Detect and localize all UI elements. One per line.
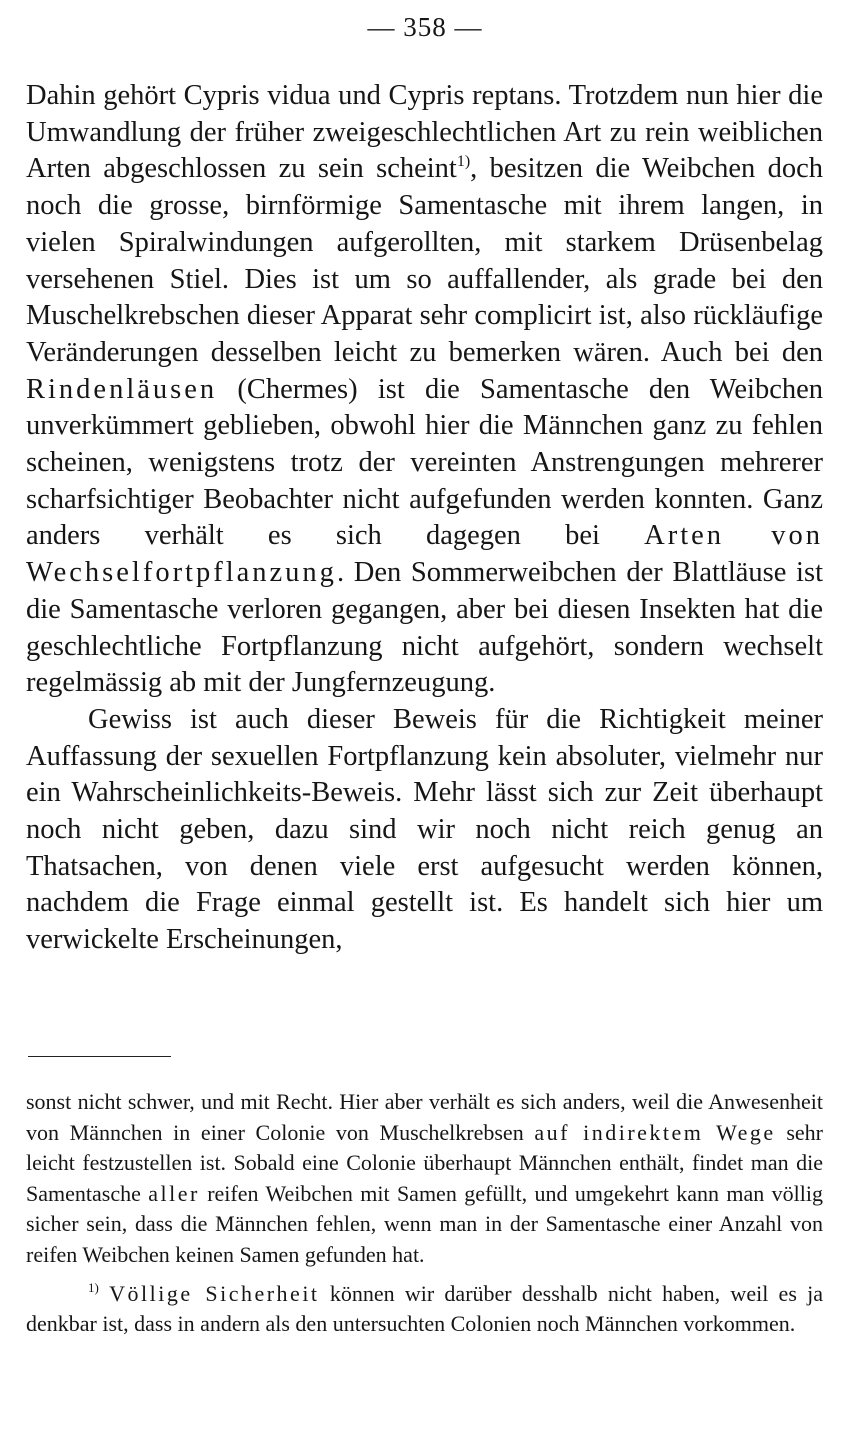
paragraph-1-text-b: , besitzen die Weibchen doch noch die grosse, birnförmige Samentasche mit ihrem langen, in vielen Spiralwindungen aufgerollten, mit starkem Drüsenbelag versehenen Stiel. Dies ist um so auffallender, als grade bei den Muschelkrebschen dieser Apparat sehr complicirt ist, also rückläufige Veränderungen desselben leicht zu bemerken wären. Auch bei den: [26, 153, 823, 368]
footnote-1: [26, 1279, 823, 1340]
footnotes: [26, 1087, 823, 1340]
spaced-term-wechselfortpflanzung: Arten von Wechselfortpflanzung: [26, 520, 823, 589]
paragraph-1-text-d: . Den Sommerweibchen der Blattläuse ist die Samentasche verloren gegangen, aber bei diesen Insekten hat die geschlechtliche Fortpflanzung nicht aufgehört, sondern wechselt regelmässig ab mit der Jungfernzeugung.: [26, 557, 823, 699]
paragraph-1-text-c: (Chermes) ist die Samentasche den Weibchen unverkümmert geblieben, obwohl hier die Männchen ganz zu fehlen scheinen, wenigstens trotz der vereinten Anstrengungen mehrerer scharfsichtiger Beobachter nicht aufgefunden werden konnten. Ganz anders verhält es sich dagegen bei: [26, 373, 824, 552]
footnote-continuation: [26, 1087, 823, 1271]
paragraph-1: [26, 78, 823, 702]
paragraph-2: Gewiss ist auch dieser Beweis für die Richtigkeit meiner Auffassung der sexuellen Fortpflanzung kein absoluter, vielmehr nur ein Wahrscheinlichkeits-Beweis. Mehr lässt sich zur Zeit überhaupt noch nicht geben, dazu sind wir noch nicht reich genug an Thatsachen, von denen viele erst aufgesucht werden können, nachdem die Frage einmal gestellt ist. Es handelt sich hier um verwickelte Erscheinungen,: [26, 703, 823, 956]
main-text: [26, 78, 823, 959]
footnote-continuation-text-c: reifen Weibchen mit Samen gefüllt, und umgekehrt kann man völlig sicher sein, dass die Männchen fehlen, wenn man in der Samentasche einer Anzahl von reifen Weibchen keinen Samen gefunden hat.: [26, 1180, 824, 1267]
spaced-term-rindenlaeusen: Rindenläusen: [26, 373, 218, 405]
paragraph-1-text-a: Dahin gehört Cypris vidua und Cypris reptans. Trotzdem nun hier die Umwandlung der früher zweigeschlechtlichen Art zu rein weiblichen Arten abgeschlossen zu sein scheint: [26, 80, 823, 185]
footnote-1-text: können wir darüber desshalb nicht haben, weil es ja denkbar ist, dass in andern als den untersuchten Colonien noch Männchen vorkommen.: [26, 1280, 824, 1337]
spaced-term-voellige-sicherheit: Völlige Sicherheit: [109, 1280, 320, 1306]
spaced-term-aller: aller: [148, 1180, 200, 1206]
footnote-1-mark: 1): [88, 1279, 99, 1295]
footnote-continuation-text-a: sonst nicht schwer, und mit Recht. Hier aber verhält es sich anders, weil die Anwesenheit von Männchen in einer Colonie von Muschelkrebsen: [26, 1089, 823, 1145]
footnote-continuation-text-b: sehr leicht festzustellen ist. Sobald eine Colonie überhaupt Männchen enthält, findet man die Samentasche: [26, 1119, 824, 1206]
page-number: — 358 —: [367, 12, 483, 42]
footnote-ref-1: 1): [456, 153, 471, 171]
footnote-divider: [28, 1056, 171, 1057]
spaced-term-auf-indirektem-wege: auf indirektem Wege: [534, 1119, 776, 1145]
